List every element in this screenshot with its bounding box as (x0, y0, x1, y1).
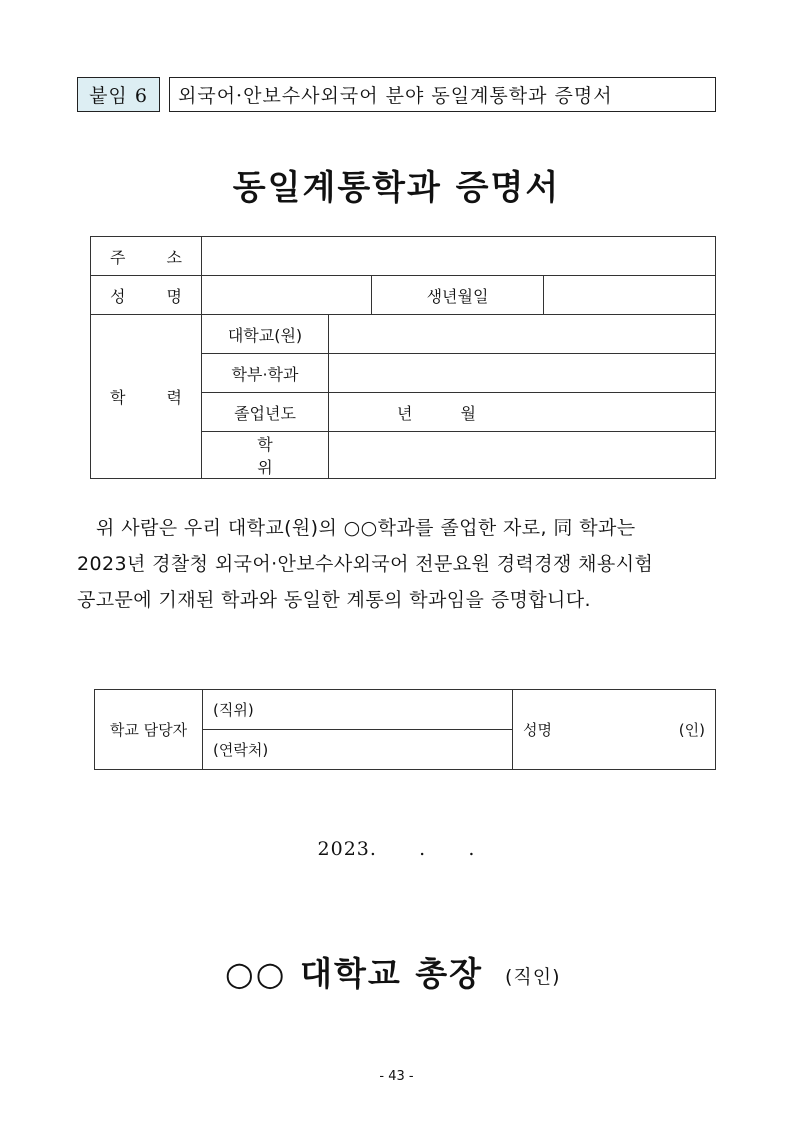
name-label: 성 명 (91, 276, 202, 315)
statement-line-1: 위 사람은 우리 대학교(원)의 ○○학과를 졸업한 자로, 同 학과는 (96, 517, 636, 539)
university-field[interactable] (329, 315, 716, 354)
position-field[interactable] (203, 690, 513, 730)
university-row (91, 315, 716, 354)
address-label: 주 소 (91, 237, 202, 276)
address-row (91, 237, 716, 276)
official-seal-note: (직인) (505, 966, 561, 988)
signer-name-field[interactable] (513, 690, 716, 770)
year-unit: 년 (397, 403, 413, 423)
page-number: - 43 - (379, 1069, 414, 1084)
president-title: ○○ 대학교 총장 (225, 954, 483, 993)
contact-label: 학교 담당자 (95, 690, 203, 770)
document-title: 동일계통학과 증명서 (232, 168, 561, 208)
graduation-field[interactable] (329, 393, 716, 432)
attachment-tag-label: 붙임 6 (89, 85, 148, 107)
position-label: (직위) (213, 701, 254, 719)
school-contact-table (94, 689, 716, 770)
address-field[interactable] (202, 237, 716, 276)
degree-label: 학 위 (202, 432, 329, 479)
name-row (91, 276, 716, 315)
phone-label: (연락처) (213, 741, 269, 759)
university-label: 대학교(원) (202, 315, 329, 354)
name-field[interactable] (202, 276, 372, 315)
issue-date: 2023. . . (317, 838, 476, 860)
department-label: 학부·학과 (202, 354, 329, 393)
degree-field[interactable] (329, 432, 716, 479)
seal-label: (인) (678, 721, 705, 739)
phone-field[interactable] (203, 730, 513, 770)
month-unit: 월 (460, 403, 476, 423)
attachment-title: 외국어·안보수사외국어 분야 동일계통학과 증명서 (178, 85, 613, 107)
graduation-label: 졸업년도 (202, 393, 329, 432)
attachment-tag (77, 77, 160, 112)
education-label: 학 력 (91, 315, 202, 479)
statement-line-2: 2023년 경찰청 외국어·안보수사외국어 전문요원 경력경쟁 채용시험 (77, 553, 654, 575)
statement-line-3: 공고문에 기재된 학과와 동일한 계통의 학과임을 증명합니다. (77, 589, 591, 611)
signer-name-label: 성명 (523, 721, 552, 739)
department-field[interactable] (329, 354, 716, 393)
attachment-title-box (169, 77, 716, 112)
applicant-info-table (90, 236, 716, 479)
birth-label: 생년월일 (372, 276, 544, 315)
birth-field[interactable] (544, 276, 716, 315)
certification-statement (77, 510, 717, 618)
